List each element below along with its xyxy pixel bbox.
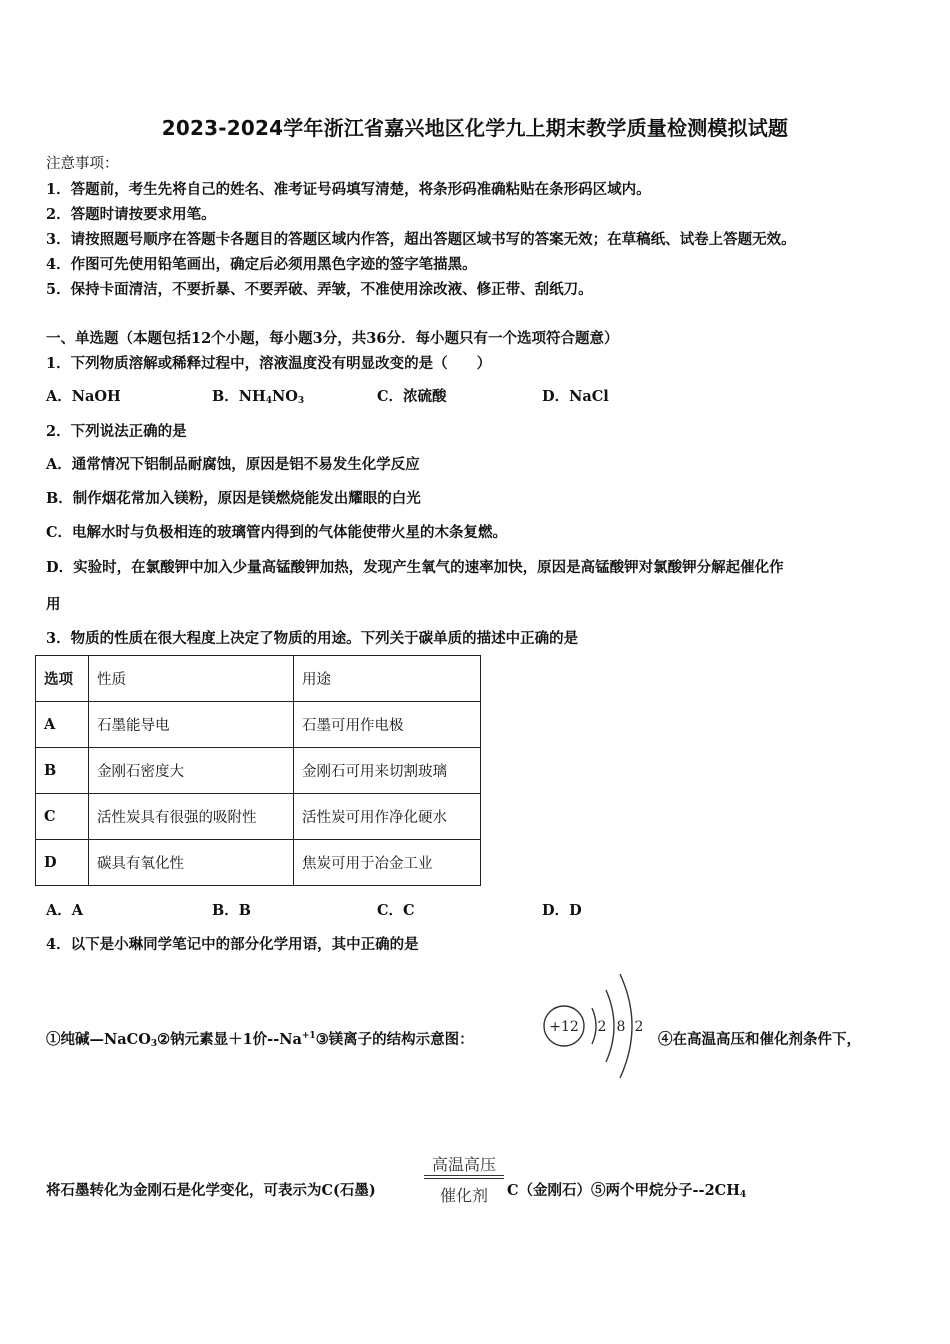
notice-item-5: 5．保持卡面清洁，不要折暴、不要弄破、弄皱，不准使用涂改液、修正带、刮纸刀。 (46, 281, 593, 298)
notice-item-2: 2．答题时请按要求用笔。 (46, 206, 216, 223)
reaction-condition-bottom: 催化剂 (439, 1186, 488, 1205)
table-cell: C (36, 794, 89, 840)
table-cell: 焦炭可用于冶金工业 (294, 840, 481, 886)
electron-shell-arc (592, 1008, 596, 1044)
q1-stem: 1．下列物质溶解或稀释过程中，溶液温度没有明显改变的是（ ） (46, 355, 492, 372)
q4-stem: 4．以下是小琳同学笔记中的部分化学用语，其中正确的是 (46, 936, 419, 953)
reaction-condition-top: 高温高压 (431, 1155, 496, 1174)
q3-option-b: B．B (212, 902, 252, 919)
q3-option-c: C．C (377, 902, 415, 919)
q1-option-b: B．$NH_4NO_3$ (212, 388, 305, 406)
table-cell: A (36, 702, 89, 748)
q2-option-a: A．通常情况下铝制品耐腐蚀，原因是铝不易发生化学反应 (46, 456, 420, 473)
table-cell: D (36, 840, 89, 886)
q2-option-c: C．电解水时与负极相连的玻璃管内得到的气体能使带火星的木条复燃。 (46, 524, 508, 541)
table-row (36, 840, 481, 886)
table-row (36, 748, 481, 794)
q2-option-b: B．制作烟花常加入镁粉，原因是镁燃烧能发出耀眼的白光 (46, 490, 421, 507)
table-header-cell: 选项 (36, 656, 89, 702)
table-cell: 石墨可用作电极 (294, 702, 481, 748)
q3-stem: 3．物质的性质在很大程度上决定了物质的用途。下列关于碳单质的描述中正确的是 (46, 630, 579, 647)
q1-option-c: C．浓硫酸 (377, 388, 447, 405)
table-header-cell: 用途 (294, 656, 481, 702)
shell-electron-count: 2 (597, 1019, 607, 1035)
q4-items-line-2-end: C（金刚石）⑤两个甲烷分子$--2CH_4$ (507, 1182, 747, 1200)
magnesium-ion-diagram (538, 968, 654, 1084)
shell-electron-count: 2 (634, 1019, 644, 1035)
table-cell: 活性炭可用作净化硬水 (294, 794, 481, 840)
notice-heading: 注意事项： (46, 156, 119, 172)
notice-item-4: 4．作图可先使用铅笔画出，确定后必须用黑色字迹的签字笔描黑。 (46, 256, 477, 273)
table-row (36, 794, 481, 840)
q3-table (35, 655, 481, 886)
q2-stem: 2．下列说法正确的是 (46, 423, 187, 440)
q1-option-d: D．NaCl (542, 388, 609, 405)
notice-item-1: 1．答题前，考生先将自己的姓名、准考证号码填写清楚，将条形码准确粘贴在条形码区域内。 (46, 181, 651, 198)
table-cell: 碳具有氧化性 (89, 840, 294, 886)
shell-electron-count: 8 (616, 1019, 626, 1035)
table-cell: 石墨能导电 (89, 702, 294, 748)
q3-option-d: D．D (542, 902, 582, 919)
section-heading: 一、单选题（本题包括12个小题，每小题3分，共36分．每小题只有一个选项符合题意） (46, 330, 619, 347)
reaction-arrow-line (424, 1175, 504, 1176)
q2-option-d-cont: 用 (46, 596, 61, 613)
q2-option-d: D．实验时，在氯酸钾中加入少量高锰酸钾加热，发现产生氧气的速率加快，原因是高锰酸钾对氯酸钾分解起催化作 (46, 559, 784, 576)
table-header-row (36, 656, 481, 702)
reaction-arrow-line (424, 1178, 504, 1179)
nucleus-charge: +12 (549, 1019, 579, 1035)
table-row (36, 702, 481, 748)
notice-item-3: 3．请按照题号顺序在答题卡各题目的答题区域内作答，超出答题区域书写的答案无效；在草稿纸、试卷上答题无效。 (46, 231, 796, 248)
table-header-cell: 性质 (89, 656, 294, 702)
q4-items-line-1: ①纯碱—NaCO$_3$②钠元素显＋1价$--Na^{+1}③$镁离子的结构示意图： (46, 1031, 474, 1049)
table-cell: B (36, 748, 89, 794)
table-cell: 金刚石可用来切割玻璃 (294, 748, 481, 794)
q4-items-line-2-start: 将石墨转化为金刚石是化学变化，可表示为C(石墨) (46, 1182, 376, 1199)
q1-option-a: A．NaOH (46, 388, 121, 405)
table-cell: 活性炭具有很强的吸附性 (89, 794, 294, 840)
page-title: 2023-2024学年浙江省嘉兴地区化学九上期末教学质量检测模拟试题 (161, 116, 789, 140)
table-cell: 金刚石密度大 (89, 748, 294, 794)
electron-shell-arc (606, 990, 614, 1062)
q3-option-a: A．A (46, 902, 84, 919)
q4-item-4-start: ④在高温高压和催化剂条件下， (658, 1031, 861, 1048)
